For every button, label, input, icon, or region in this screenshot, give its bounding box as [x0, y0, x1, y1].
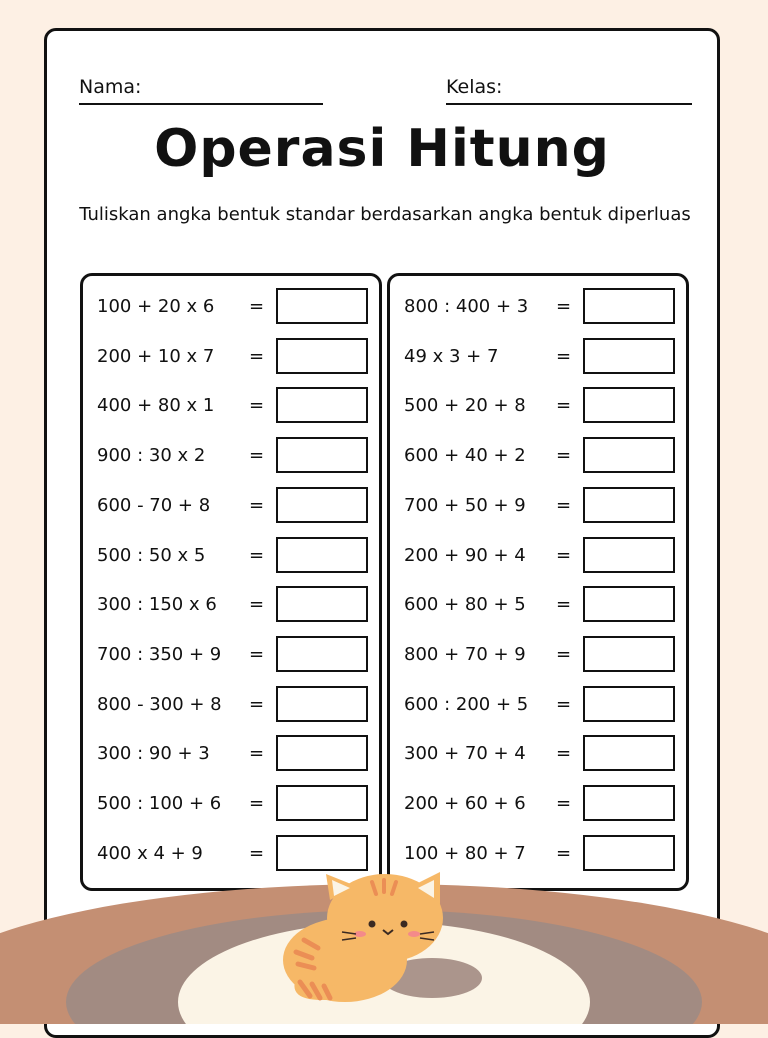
class-field-line[interactable] — [446, 103, 692, 105]
left-problem-row — [83, 287, 379, 327]
answer-box[interactable] — [583, 735, 675, 771]
answer-box[interactable] — [276, 636, 368, 672]
problem-expression: 800 + 70 + 9 — [404, 643, 526, 665]
answer-box[interactable] — [583, 338, 675, 374]
equals-sign: = — [249, 842, 265, 864]
answer-box[interactable] — [276, 288, 368, 324]
equals-sign: = — [249, 594, 265, 616]
problem-expression: 600 - 70 + 8 — [97, 494, 211, 516]
answer-box[interactable] — [276, 785, 368, 821]
equals-sign: = — [556, 345, 572, 367]
equals-sign: = — [556, 544, 572, 566]
answer-box[interactable] — [276, 487, 368, 523]
right-problem-row — [390, 635, 686, 675]
answer-box[interactable] — [276, 387, 368, 423]
problem-expression: 800 : 400 + 3 — [404, 296, 529, 317]
equals-sign: = — [556, 494, 572, 516]
right-problem-row — [390, 337, 686, 377]
problem-expression: 100 + 20 x 6 — [97, 296, 215, 317]
left-problem-row — [83, 685, 379, 725]
equals-sign: = — [249, 643, 265, 665]
answer-box[interactable] — [583, 537, 675, 573]
problem-expression: 700 : 350 + 9 — [97, 643, 222, 665]
right-problem-row — [390, 685, 686, 725]
left-problem-row — [83, 337, 379, 377]
right-problem-row — [390, 386, 686, 426]
class-label: Kelas: — [446, 76, 503, 98]
equals-sign: = — [556, 594, 572, 616]
problem-expression: 600 + 40 + 2 — [404, 445, 526, 467]
answer-box[interactable] — [583, 785, 675, 821]
left-problem-row — [83, 784, 379, 824]
equals-sign: = — [556, 643, 572, 665]
problem-expression: 600 : 200 + 5 — [404, 693, 529, 715]
left-problem-row — [83, 734, 379, 774]
equals-sign: = — [249, 693, 265, 715]
answer-box[interactable] — [583, 487, 675, 523]
equals-sign: = — [556, 743, 572, 765]
answer-box[interactable] — [583, 686, 675, 722]
problem-expression: 49 x 3 + 7 — [404, 345, 499, 367]
right-problem-row — [390, 784, 686, 824]
equals-sign: = — [249, 345, 265, 367]
right-problem-row — [390, 287, 686, 327]
problem-expression: 600 + 80 + 5 — [404, 594, 526, 616]
equals-sign: = — [556, 842, 572, 864]
right-problem-row — [390, 536, 686, 576]
right-problem-row — [390, 436, 686, 476]
answer-box[interactable] — [276, 537, 368, 573]
page-title: Operasi Hitung — [154, 119, 610, 179]
left-problem-row — [83, 386, 379, 426]
name-field-line[interactable] — [79, 103, 323, 105]
answer-box[interactable] — [583, 288, 675, 324]
problem-expression: 500 : 100 + 6 — [97, 793, 222, 814]
problem-expression: 300 : 150 x 6 — [97, 594, 217, 616]
answer-box[interactable] — [276, 686, 368, 722]
problem-expression: 900 : 30 x 2 — [97, 445, 206, 467]
left-problem-row — [83, 585, 379, 625]
left-problem-row — [83, 486, 379, 526]
equals-sign: = — [249, 743, 265, 765]
problem-expression: 500 : 50 x 5 — [97, 544, 206, 566]
problem-expression: 100 + 80 + 7 — [404, 842, 526, 864]
right-problem-column — [387, 273, 689, 891]
answer-box[interactable] — [276, 338, 368, 374]
equals-sign: = — [249, 793, 265, 814]
left-problem-column — [80, 273, 382, 891]
left-problem-row — [83, 536, 379, 576]
answer-box[interactable] — [583, 636, 675, 672]
instructions: Tuliskan angka bentuk standar berdasarkan angka bentuk diperluas — [79, 204, 691, 225]
problem-expression: 300 : 90 + 3 — [97, 743, 210, 765]
problem-expression: 200 + 90 + 4 — [404, 544, 526, 566]
answer-box[interactable] — [276, 735, 368, 771]
right-problem-row — [390, 734, 686, 774]
equals-sign: = — [556, 296, 572, 317]
left-problem-row — [83, 436, 379, 476]
answer-box[interactable] — [583, 586, 675, 622]
answer-box[interactable] — [276, 437, 368, 473]
equals-sign: = — [249, 544, 265, 566]
equals-sign: = — [556, 693, 572, 715]
answer-box[interactable] — [583, 387, 675, 423]
problem-expression: 400 x 4 + 9 — [97, 842, 203, 864]
problem-expression: 400 + 80 x 1 — [97, 395, 215, 417]
cat-on-rug-illustration — [0, 860, 768, 1024]
right-problem-row — [390, 486, 686, 526]
equals-sign: = — [249, 494, 265, 516]
left-problem-row — [83, 635, 379, 675]
problem-expression: 700 + 50 + 9 — [404, 494, 526, 516]
problem-expression: 200 + 60 + 6 — [404, 793, 526, 814]
equals-sign: = — [249, 445, 265, 467]
problem-expression: 300 + 70 + 4 — [404, 743, 526, 765]
problem-expression: 800 - 300 + 8 — [97, 693, 222, 715]
name-label: Nama: — [79, 76, 142, 98]
right-problem-row — [390, 585, 686, 625]
answer-box[interactable] — [583, 437, 675, 473]
equals-sign: = — [556, 793, 572, 814]
answer-box[interactable] — [276, 586, 368, 622]
equals-sign: = — [556, 445, 572, 467]
equals-sign: = — [249, 395, 265, 417]
equals-sign: = — [556, 395, 572, 417]
problem-expression: 500 + 20 + 8 — [404, 395, 526, 417]
problem-expression: 200 + 10 x 7 — [97, 345, 215, 367]
equals-sign: = — [249, 296, 265, 317]
